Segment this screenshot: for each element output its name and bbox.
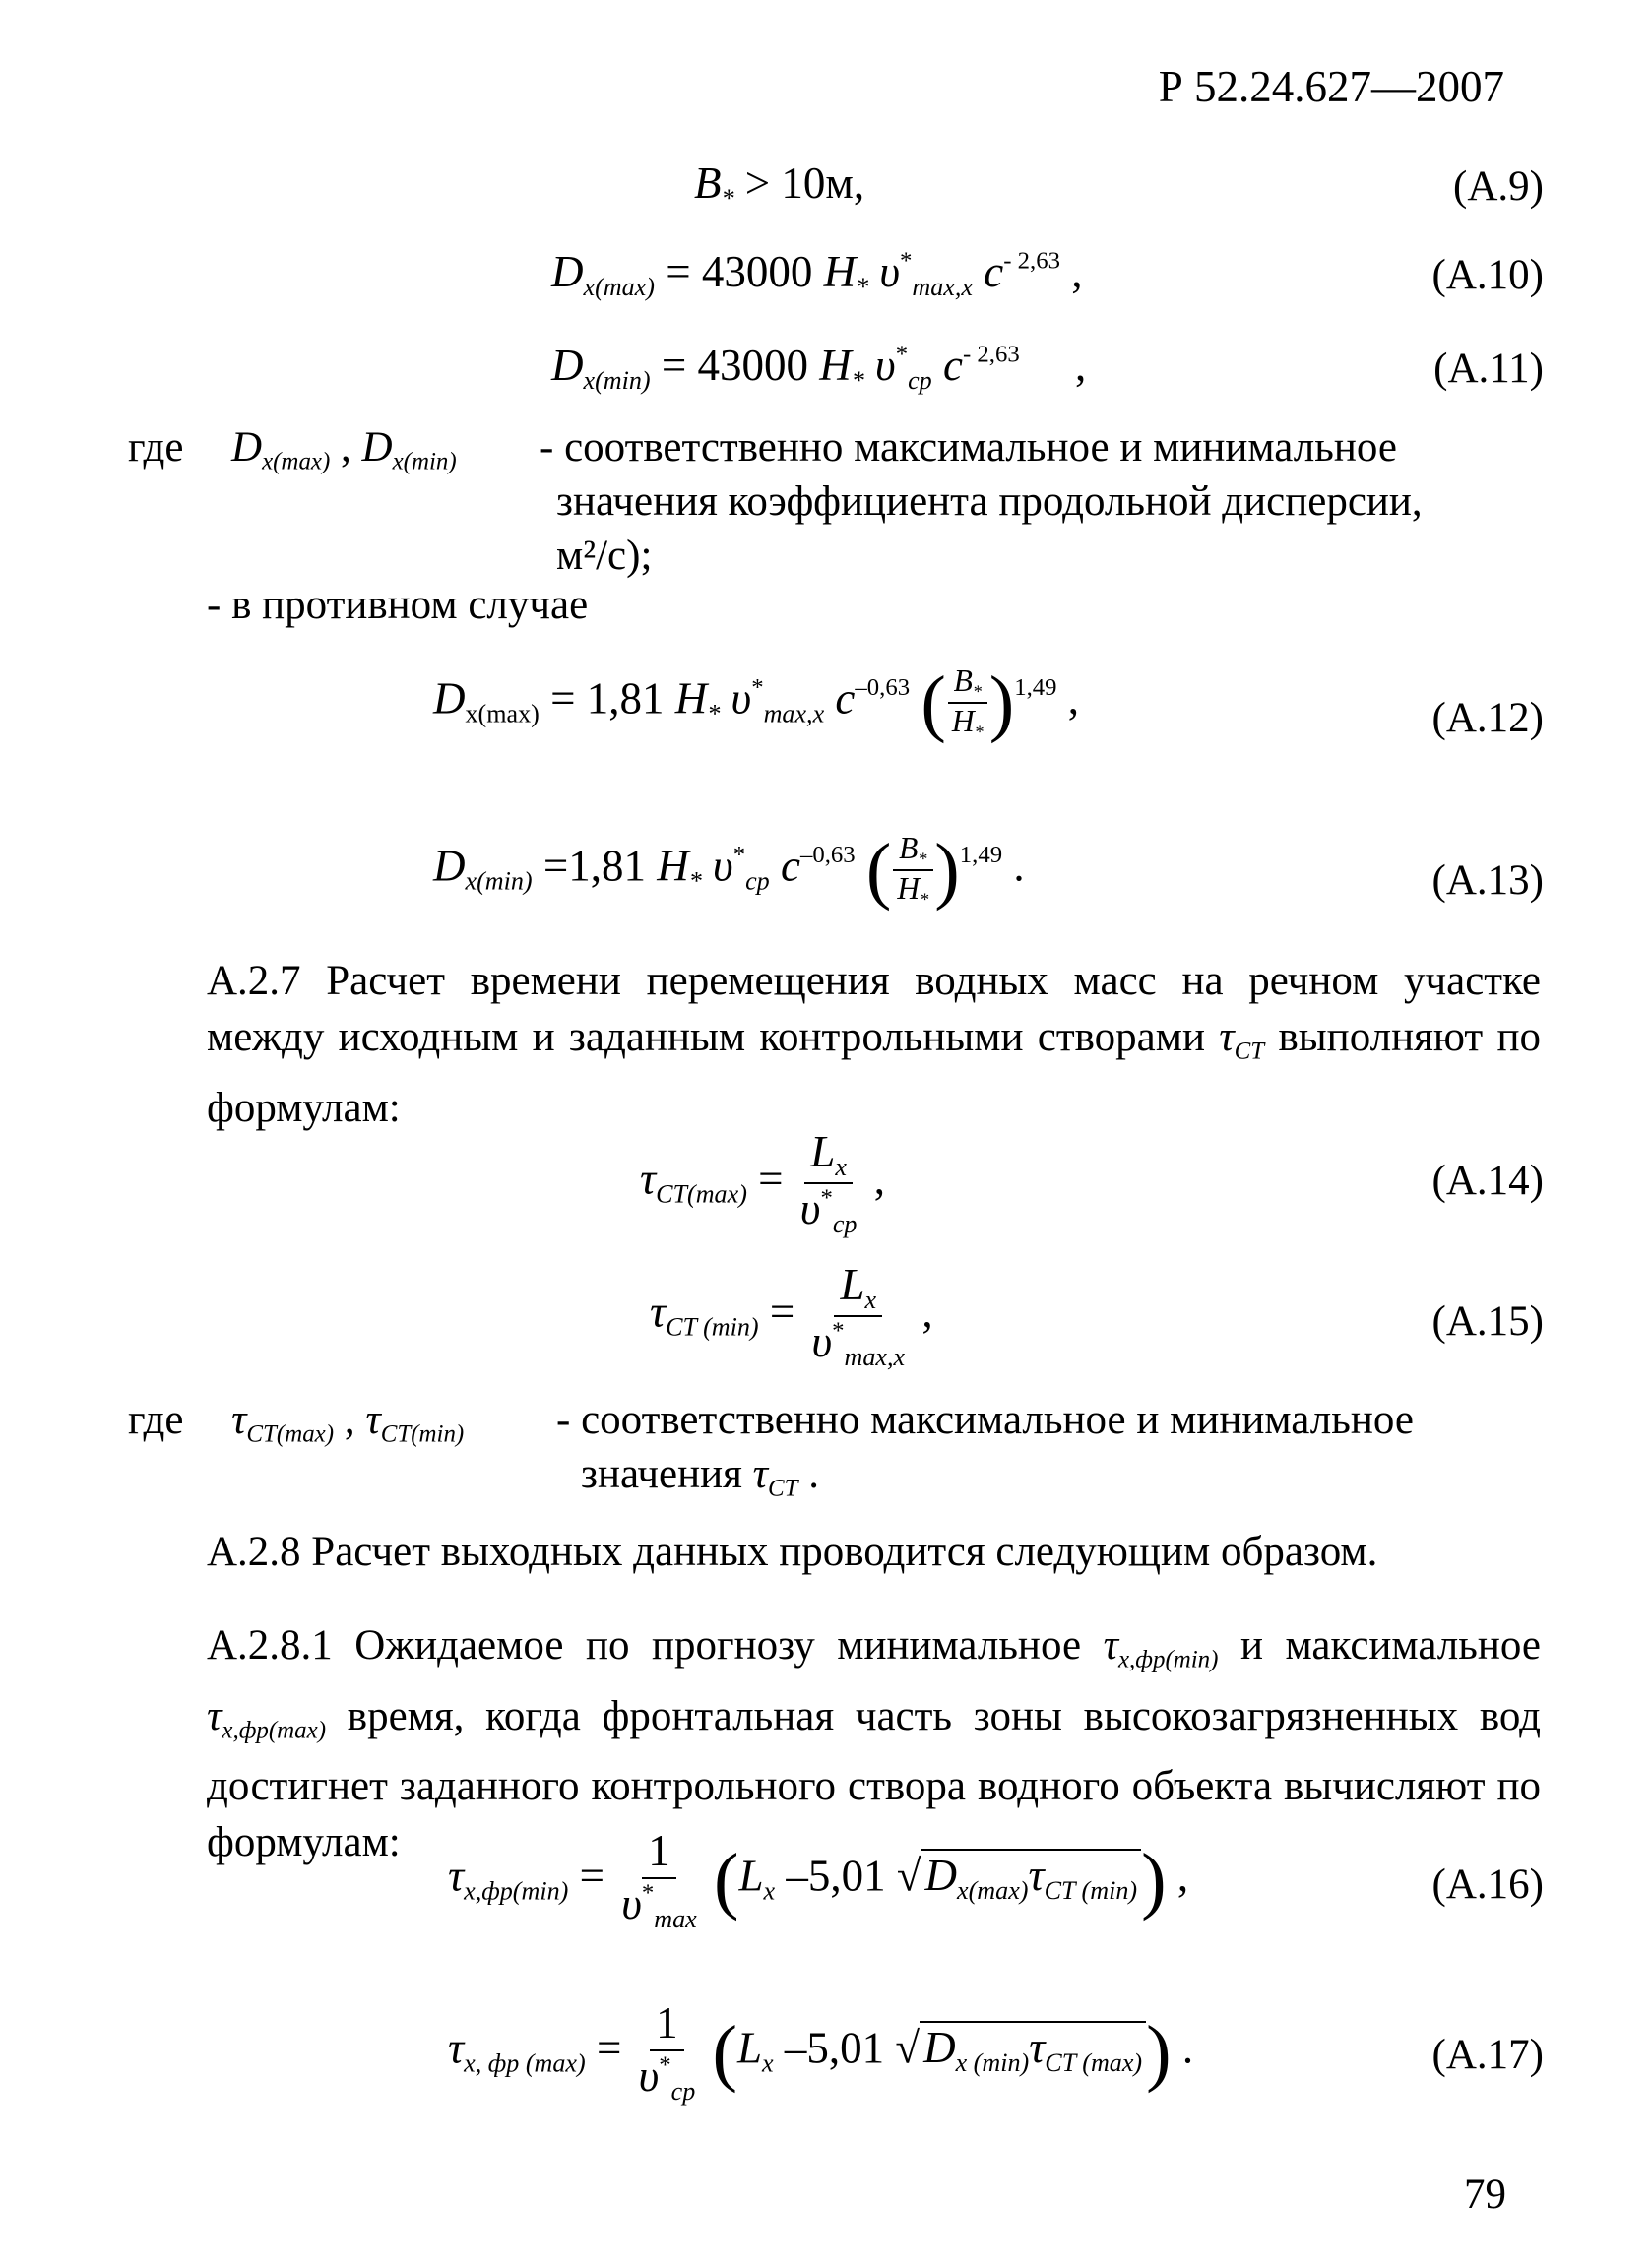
formula-a10: $D_{x(max)} = 43000$ $H_*$ $\upsilon^*_{max,x}$ $c^{- 2,63}$ , bbox=[551, 247, 1083, 302]
eq-number-a10: (А.10) bbox=[1431, 252, 1544, 298]
formula-a9: $B_* > 10м$, bbox=[694, 158, 865, 214]
formula-a11: $D_{x(min)} = 43000$ $H_*$ $\upsilon^*_{cp}$ $c^{- 2,63}$ , bbox=[551, 341, 1087, 396]
eq-number-a11: (А.11) bbox=[1433, 346, 1544, 392]
formula-a16: $\tau_{x,фр(min)}$ = $\frac{1}{\upsilon^*_{max}}$ ($L_x$ –5,01 $√D_{x(max)}\tau_{CT (min)}$) , bbox=[448, 1826, 1189, 1933]
eq-number-a12: (А.12) bbox=[1431, 695, 1544, 741]
formula-a17: $\tau_{x, фр (max)}$ = $\frac{1}{\upsilon^*_{cp}}$ ($L_x$ –5,01 $√D_{x (min)}\tau_{CT (max)}$) . bbox=[448, 1998, 1194, 2106]
paragraph-a27: А.2.7 Расчет времени перемещения водных масс на речном участке между исходным и заданным контрольными створами $\tau_{CT}$ выполняют по формулам: bbox=[207, 958, 1542, 1131]
formula-a15: $\tau_{CT (min)}$ = $\frac{L_x}{\upsilon^*_{max,x}}$ , bbox=[650, 1260, 933, 1372]
eq-number-a15: (А.15) bbox=[1431, 1298, 1544, 1345]
where2-desc-2: значения $\tau_{CT}$ . bbox=[581, 1451, 820, 1502]
formula-a14: $\tau_{CT(max)}$ = $\frac{L_x}{\upsilon^*_{cp}}$ , bbox=[640, 1127, 885, 1239]
where1-desc-3: м²/с); bbox=[556, 533, 653, 579]
formula-a13: $D_{x(min)} =1,81$ $H_*$ $\upsilon^*_{cp}$ $c^{-0,63}$ ( $\frac{B_*}{H_*}$ )$^{1,49}$ . bbox=[433, 828, 1025, 912]
paragraph-a281: А.2.8.1 Ожидаемое по прогнозу минимальное $\tau_{x,фр(min)}$ и максимальное $\tau_{x,фр(max)}$ время, когда фронтальная часть зоны высокозагрязненных вод достигнет заданного контрольного створа водного объекта вычисляют по формулам: bbox=[207, 1622, 1541, 1866]
where2-desc-1: - соответственно максимальное и минимальное bbox=[556, 1397, 1414, 1443]
formula-a12: $D_{x(max)} = 1,81$ $H_*$ $\upsilon^*_{max,x}$ $c^{-0,63}$ ( $\frac{B_*}{H_*}$ )$^{1,49}$ , bbox=[433, 661, 1079, 744]
where1-desc-2: значения коэффициента продольной дисперсии, bbox=[556, 478, 1423, 525]
eq-number-a17: (А.17) bbox=[1431, 2032, 1544, 2078]
otherwise-text: - в противном случае bbox=[207, 582, 589, 628]
paragraph-a28: А.2.8 Расчет выходных данных проводится следующим образом. bbox=[207, 1529, 1378, 1575]
where1-desc-1: - соответственно максимальное и минимальное bbox=[540, 424, 1397, 471]
where1-symbols: $D_{x(max)}$ , $D_{x(min)}$ bbox=[231, 424, 457, 475]
page-number: 79 bbox=[1464, 2172, 1506, 2218]
where1-label: где bbox=[128, 424, 184, 471]
where2-symbols: $\tau_{CT(max)}$ , $\tau_{CT(min)}$ bbox=[231, 1397, 465, 1448]
eq-number-a16: (А.16) bbox=[1431, 1861, 1544, 1908]
where2-label: где bbox=[128, 1397, 184, 1443]
var-b: B bbox=[694, 158, 722, 208]
eq-number-a9: (А.9) bbox=[1453, 163, 1544, 210]
document-header: Р 52.24.627—2007 bbox=[1158, 62, 1504, 111]
formula-a9-rest: > 10м, bbox=[744, 158, 865, 208]
eq-number-a14: (А.14) bbox=[1431, 1158, 1544, 1204]
eq-number-a13: (А.13) bbox=[1431, 857, 1544, 904]
